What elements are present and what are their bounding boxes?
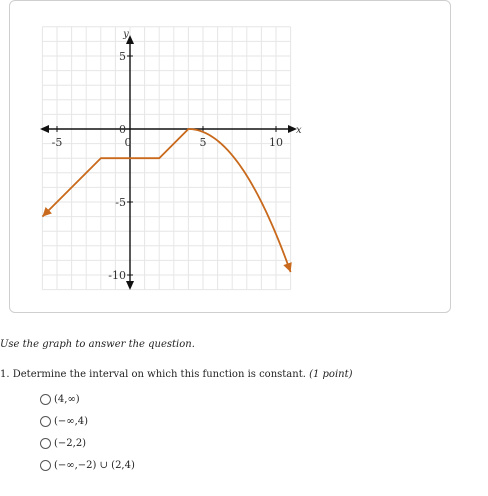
answer-option-label: (4,∞) <box>54 393 80 405</box>
answer-option-label: (−∞,−2) ∪ (2,4) <box>54 459 135 471</box>
x-axis-left-arrow <box>40 125 49 133</box>
x-tick-label: 5 <box>199 136 207 149</box>
answer-option-1[interactable] <box>40 388 135 410</box>
x-tick-label: 0 <box>124 136 132 149</box>
x-tick-label: 10 <box>269 136 283 149</box>
radio-button-icon[interactable] <box>40 460 51 471</box>
answer-options <box>40 388 135 476</box>
radio-button-icon[interactable] <box>40 394 51 405</box>
radio-button-icon[interactable] <box>40 416 51 427</box>
y-tick-label: -5 <box>115 196 126 209</box>
answer-option-4[interactable] <box>40 454 135 476</box>
instruction-text: Use the graph to answer the question. <box>0 339 195 350</box>
function-path <box>42 129 290 272</box>
y-axis-down-arrow <box>126 281 134 290</box>
grid <box>42 27 290 290</box>
y-tick-label: 0 <box>119 123 126 136</box>
tick-labels <box>52 29 302 282</box>
answer-option-3[interactable] <box>40 432 135 454</box>
y-tick-label: -10 <box>108 269 126 282</box>
y-axis-label: y <box>123 29 129 40</box>
radio-button-icon[interactable] <box>40 438 51 449</box>
function-curve <box>42 129 291 272</box>
question-points: (1 point) <box>309 369 353 380</box>
y-tick-label: 5 <box>119 50 126 63</box>
answer-option-label: (−2,2) <box>54 437 87 449</box>
x-axis-label: x <box>296 125 302 136</box>
axes <box>40 35 297 290</box>
question <box>0 369 353 380</box>
question-number: 1. <box>0 369 10 380</box>
x-tick-label: -5 <box>51 136 63 149</box>
answer-option-label: (−∞,4) <box>54 415 89 427</box>
question-text: Determine the interval on which this function is constant. <box>12 369 306 380</box>
answer-option-2[interactable] <box>40 410 135 432</box>
